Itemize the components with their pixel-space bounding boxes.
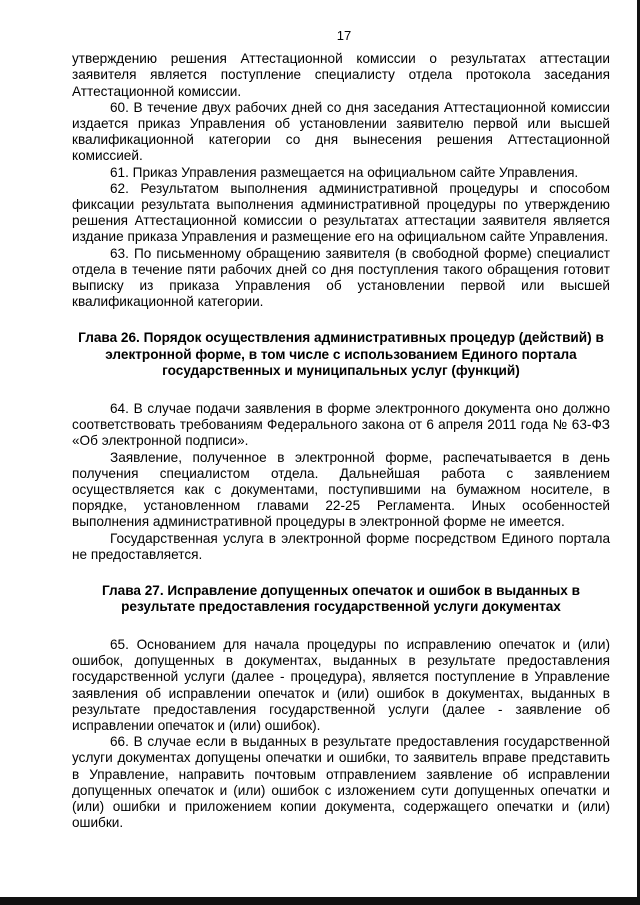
paragraph-63: 63. По письменному обращению заявителя (в свободной форме) специалист отдела в течение пяти рабочих дней со дня поступления такого обращения готовит выписку из приказа Управления об установлении первой или высшей квалификационной категории. [72, 245, 610, 310]
paragraph-64: 64. В случае подачи заявления в форме электронного документа оно должно соответствовать требованиям Федерального закона от 6 апреля 2011 года № 63-ФЗ «Об электронной подписи». [72, 400, 610, 449]
chapter-26-heading: Глава 26. Порядок осуществления административных процедур (действий) в электронной форме, в том числе с использованием Единого портала государственных и муниципальных услуг (функций) [78, 330, 604, 379]
paragraph-60: 60. В течение двух рабочих дней со дня заседания Аттестационной комиссии издается приказ Управления об установлении заявителю первой или высшей квалификационной категории со дня вынесения решения Аттестационной комиссией. [72, 99, 610, 164]
paragraph-61: 61. Приказ Управления размещается на официальном сайте Управления. [110, 164, 579, 180]
paragraph-portal-not-provided: Государственная услуга в электронной форме посредством Единого портала не предоставляется. [72, 530, 610, 562]
document-page [72, 28, 610, 831]
scan-edge-bottom [0, 897, 640, 905]
page-number: 17 [336, 28, 352, 43]
paragraph-62: 62. Результатом выполнения административной процедуры и способом фиксации результата выполнения административной процедуры по утверждению решения Аттестационной комиссии о результатах аттестации заявителя является издание приказа Управления и размещение его на официальном сайте Управления. [72, 180, 610, 245]
paragraph-66: 66. В случае если в выданных в результате предоставления государственной услуги документах допущены опечатки и ошибки, то заявитель вправе представить в Управление, направить почтовым отправлением заявление об исправлении допущенных опечаток и (или) ошибок с изложением сути допущенных опечатки и (или) ошибки и приложением копии документа, содержащего опечатки и (или) ошибки. [72, 734, 610, 831]
paragraph-continuation: утверждению решения Аттестационной комиссии о результатах аттестации заявителя является поступление специалисту отдела протокола заседания Аттестационной комиссии. [72, 51, 610, 99]
paragraph-65: 65. Основанием для начала процедуры по исправлению опечаток и (или) ошибок, допущенных в документах, выданных в результате предоставления государственной услуги (далее - процедура), является поступление в Управление заявления об исправлении опечаток и (или) ошибок в документах, выданных в результате предоставления государственной услуги (далее - заявление об исправлении опечаток и (или) ошибок). [72, 636, 610, 733]
paragraph-electronic-application: Заявление, полученное в электронной форме, распечатывается в день получения специалистом отдела. Дальнейшая работа с заявлением осуществляется как с документами, поступившими на бумажном носителе, в порядке, установленном главами 22-25 Регламента. Иных особенностей выполнения административной процедуры в электронной форме не имеется. [72, 449, 610, 530]
chapter-27-heading: Глава 27. Исправление допущенных опечаток и ошибок в выданных в результате предоставления государственной услуги документах [102, 582, 580, 615]
